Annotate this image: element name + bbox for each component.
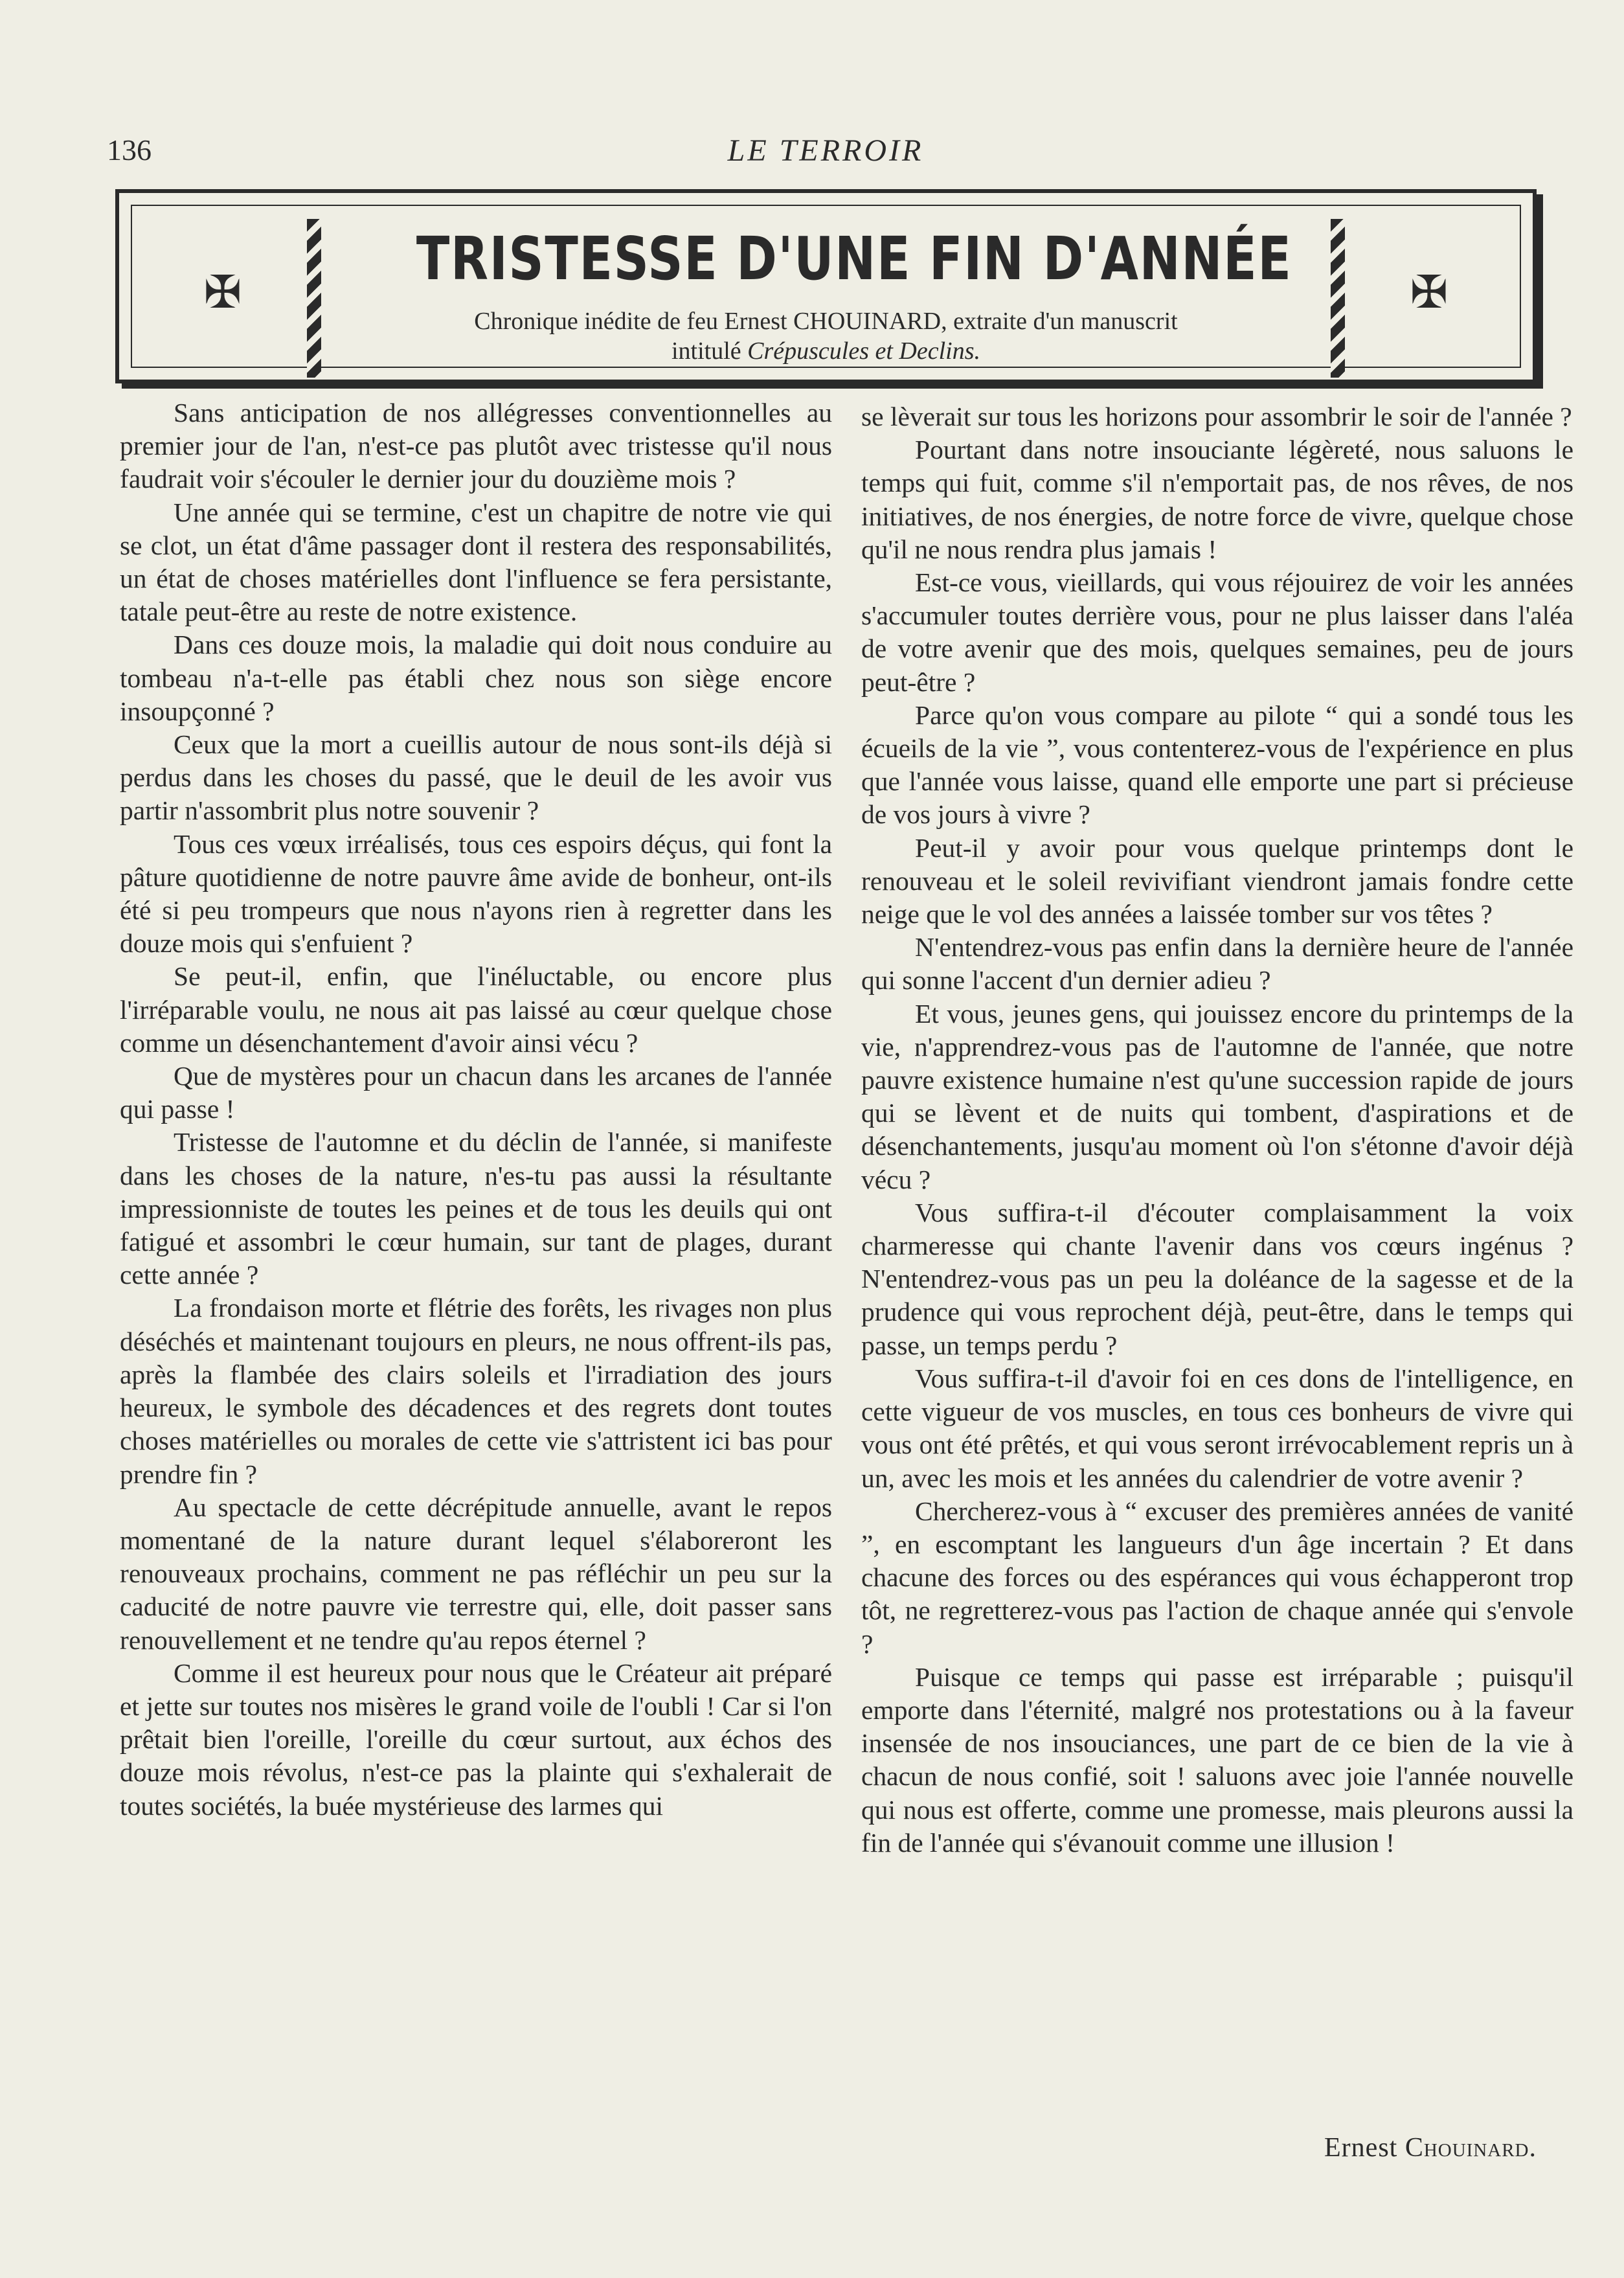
paragraph: Tous ces vœux irréalisés, tous ces espoirs déçus, qui font la pâture quotidienne de notre pauvre âme avide de bonheur, ont-ils été si peu trompeurs que nous n'ayons rien à regretter dans les douze mois qui s'enfuient ? bbox=[120, 828, 832, 959]
paragraph: Pourtant dans notre insouciante légèreté, nous saluons le temps qui fuit, comme s'il n'emportait pas, de nos rêves, de nos initiatives, de nos énergies, de notre force de vivre, quelque chose qu'il ne nous rendra plus jamais ! bbox=[861, 435, 1573, 564]
subtitle-line-1: Chronique inédite de feu Ernest CHOUINARD, extraite d'un manuscrit bbox=[474, 308, 1178, 335]
right-column bbox=[861, 400, 1573, 1860]
author-last-name: Chouinard. bbox=[1404, 2133, 1537, 2163]
paragraph: Puisque ce temps qui passe est irréparable ; puisqu'il emporte dans l'éternité, malgré nos protestations ou à la faveur insensée de nos insouciances, une part de ce bien de la vie à chacun de nous confié, soit ! saluons avec joie l'année nouvelle qui nous est offerte, comme une promesse, mais pleurons aussi la fin de l'année qui s'évanouit comme une illusion ! bbox=[861, 1661, 1573, 1858]
paragraph: Et vous, jeunes gens, qui jouissez encore du printemps de la vie, n'apprendrez-vous pas de l'automne de l'année, que notre pauvre existence humaine n'est qu'une succession rapide de jours qui se lèvent et de nuits qui tombent, d'aspirations et de désenchantements, jusqu'au moment où l'on s'étonne d'avoir déjà vécu ? bbox=[861, 998, 1573, 1194]
title-box bbox=[115, 189, 1537, 383]
cross-ornament-icon: ✠ bbox=[1410, 268, 1449, 318]
paragraph: Parce qu'on vous compare au pilote “ qui a sondé tous les écueils de la vie ”, vous contenterez-vous de l'expérience en plus que l'année vous laisse, quand elle emporte une part si précieuse de vos jours à vivre ? bbox=[861, 700, 1573, 830]
paragraph: N'entendrez-vous pas enfin dans la dernière heure de l'année qui sonne l'accent d'un dernier adieu ? bbox=[861, 932, 1573, 996]
paragraph: Ceux que la mort a cueillis autour de nous sont-ils déjà si perdus dans les choses du passé, que le deuil de les avoir vus partir n'assombrit plus notre souvenir ? bbox=[120, 729, 832, 826]
paragraph: Vous suffira-t-il d'écouter complaisamment la voix charmeresse qui chante l'avenir dans vos cœurs ingénus ? N'entendrez-vous pas un peu la doléance de la sagesse et de la prudence qui vous reprochent déjà, peut-être, dans le temps qui passe, un temps perdu ? bbox=[861, 1197, 1573, 1360]
paragraph: Chercherez-vous à “ excuser des premières années de vanité ”, en escomptant les langueurs d'un âge incertain ? Et dans chacune des forces ou des espérances qui vous échapperont trop tôt, ne regretterez-vous pas l'action de chaque année qui s'envole ? bbox=[861, 1496, 1573, 1659]
paragraph: La frondaison morte et flétrie des forêts, les rivages non plus déséchés et maintenant toujours en pleurs, ne nous offrent-ils pas, après la flambée des clairs soleils et l'irradiation des jours heureux, le symbole des décadences et des regrets dont toutes choses matérielles ou morales de cette vie s'attristent ici bas pour prendre fin ? bbox=[120, 1293, 832, 1489]
paragraph: Se peut-il, enfin, que l'inéluctable, ou encore plus l'irréparable voulu, ne nous ait pas laissé au cœur quelque chose comme un désenchantement d'avoir ainsi vécu ? bbox=[120, 961, 832, 1058]
article-title: TRISTESSE D'UNE FIN D'ANNÉE bbox=[416, 224, 1292, 293]
paragraph: Comme il est heureux pour nous que le Créateur ait préparé et jette sur toutes nos misères le grand voile de l'oubli ! Car si l'on prêtait bien l'oreille, l'oreille du cœur surtout, aux échos des douze mois révolus, n'est-ce pas la plainte qui s'exhalerait de toutes sociétés, la buée mystérieuse des larmes qui bbox=[120, 1657, 832, 1821]
paragraph: Dans ces douze mois, la maladie qui doit nous conduire au tombeau n'a-t-elle pas établi chez nous son siège encore insoupçonné ? bbox=[120, 630, 832, 726]
cross-ornament-icon: ✠ bbox=[203, 268, 242, 318]
article-subtitle bbox=[326, 306, 1325, 366]
paragraph: Une année qui se termine, c'est un chapitre de notre vie qui se clot, un état d'âme passager dont il restera des responsabilités, un état de choses matérielles dont l'influence se fera persistante, tatale peut-être au reste de notre existence. bbox=[120, 497, 832, 627]
running-head bbox=[107, 133, 1544, 178]
paragraph: Sans anticipation de nos allégresses conventionnelles au premier jour de l'an, n'est-ce pas plutôt avec tristesse qu'il nous faudrait voir s'écouler le dernier jour du douzième mois ? bbox=[120, 398, 832, 494]
paragraph: Est-ce vous, vieillards, qui vous réjouirez de voir les années s'accumuler toutes derrière vous, pour ne plus laisser dans l'aléa de votre avenir que des mois, quelques semaines, peu de jours peut-être ? bbox=[861, 567, 1573, 697]
subtitle-line-2-prefix: intitulé bbox=[671, 337, 748, 365]
author-first-name: Ernest bbox=[1324, 2133, 1405, 2163]
page-number: 136 bbox=[107, 133, 152, 166]
manuscript-title: Crépuscules et Declins. bbox=[747, 337, 981, 365]
striped-rule-right bbox=[1331, 219, 1345, 378]
paragraph: Que de mystères pour un chacun dans les arcanes de l'année qui passe ! bbox=[120, 1061, 832, 1124]
paragraph: Vous suffira-t-il d'avoir foi en ces dons de l'intelligence, en cette vigueur de vos muscles, en tous ces bonheurs de vivre qui vous ont été prêtés, et qui vous seront irrévocablement repris un à un, avec les mois et les années du calendrier de votre avenir ? bbox=[861, 1363, 1573, 1493]
paragraph: Peut-il y avoir pour vous quelque printemps dont le renouveau et le soleil revivifiant viendront jamais fondre cette neige que le vol des années a laissée tomber sur vos têtes ? bbox=[861, 832, 1573, 929]
striped-rule-left bbox=[307, 219, 321, 378]
paragraph: Tristesse de l'automne et du déclin de l'année, si manifeste dans les choses de la nature, n'es-tu pas aussi la résultante impressionniste de toutes les peines et de tous les deuils qui ont fatigué et assombri le cœur humain, sur tant de plages, durant cette année ? bbox=[120, 1127, 832, 1290]
title-box-inner-frame bbox=[131, 205, 1521, 368]
left-column bbox=[120, 396, 832, 1823]
paragraph-continuation: se lèverait sur tous les horizons pour assombrir le soir de l'année ? bbox=[861, 402, 1572, 431]
running-title: LE TERROIR bbox=[727, 133, 924, 168]
author-signature bbox=[1324, 2132, 1537, 2163]
paragraph: Au spectacle de cette décrépitude annuelle, avant le repos momentané de la nature durant lequel s'élaboreront les renouveaux prochains, comment ne pas réfléchir un peu sur la caducité de notre pauvre vie terrestre qui, elle, doit passer sans renouvellement et ne tendre qu'au repos éternel ? bbox=[120, 1492, 832, 1655]
